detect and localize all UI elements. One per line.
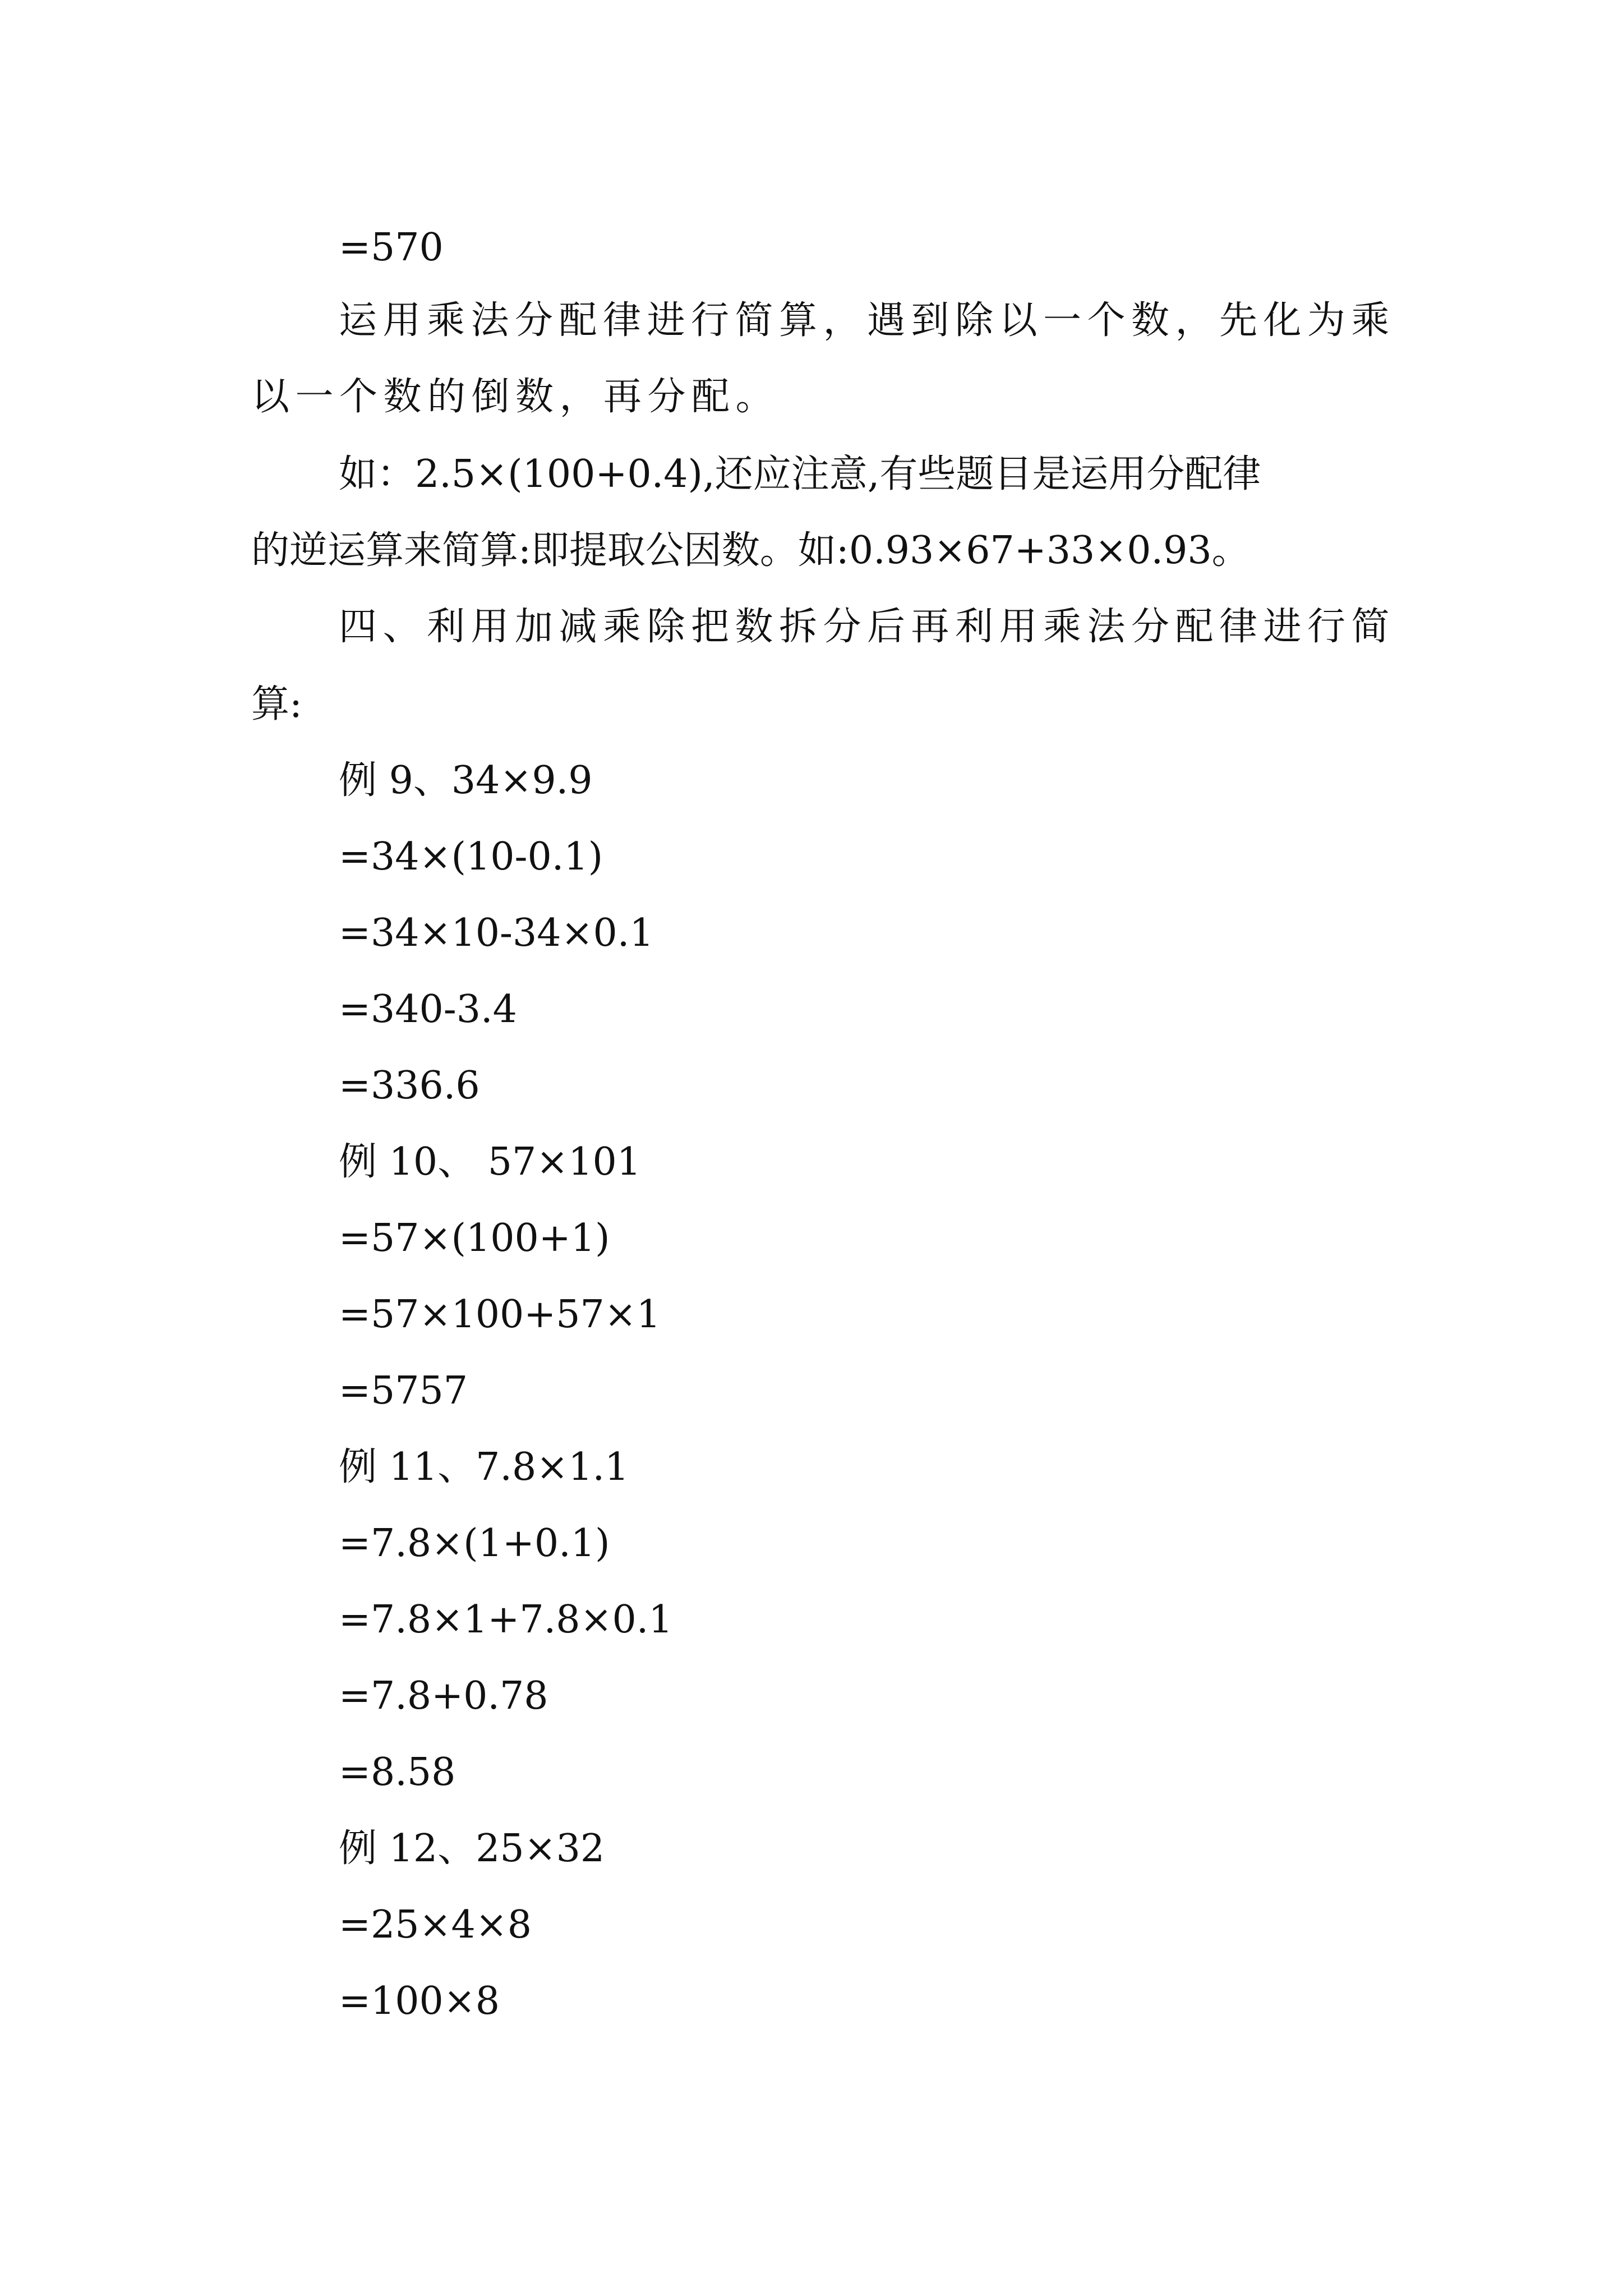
equation-line: =570 [339,226,444,270]
equation-line: =7.8×(1+0.1) [339,1521,610,1566]
equation-line: =57×(100+1) [339,1216,610,1260]
equation-line: =34×(10-0.1) [339,835,603,879]
equation-line: =340-3.4 [339,987,517,1032]
section-heading: 四、利用加减乘除把数拆分后再利用乘法分配律进行简 [339,605,1396,649]
paragraph-line: 算: [251,682,302,726]
equation-line: =336.6 [339,1064,480,1108]
example-label: 例 11、7.8×1.1 [339,1445,629,1489]
paragraph-line: 如：2.5×(100+0.4),还应注意,有些题目是运用分配律 [339,452,1261,496]
example-label: 例 12、25×32 [339,1826,605,1871]
equation-line: =25×4×8 [339,1903,532,1947]
equation-line: =7.8+0.78 [339,1674,548,1718]
paragraph-line: 的逆运算来简算:即提取公因数。如:0.93×67+33×0.93。 [251,528,1250,573]
equation-line: =5757 [339,1369,468,1413]
equation-line: =57×100+57×1 [339,1292,661,1337]
example-label: 例 10、 57×101 [339,1140,642,1184]
paragraph-line: 运用乘法分配律进行简算，遇到除以一个数，先化为乘 [339,298,1396,343]
equation-line: =34×10-34×0.1 [339,911,654,955]
equation-line: =7.8×1+7.8×0.1 [339,1598,673,1642]
paragraph-line: 以一个数的倒数，再分配。 [251,375,780,419]
equation-line: =8.58 [339,1750,456,1795]
equation-line: =100×8 [339,1979,500,2023]
example-label: 例 9、34×9.9 [339,758,593,803]
